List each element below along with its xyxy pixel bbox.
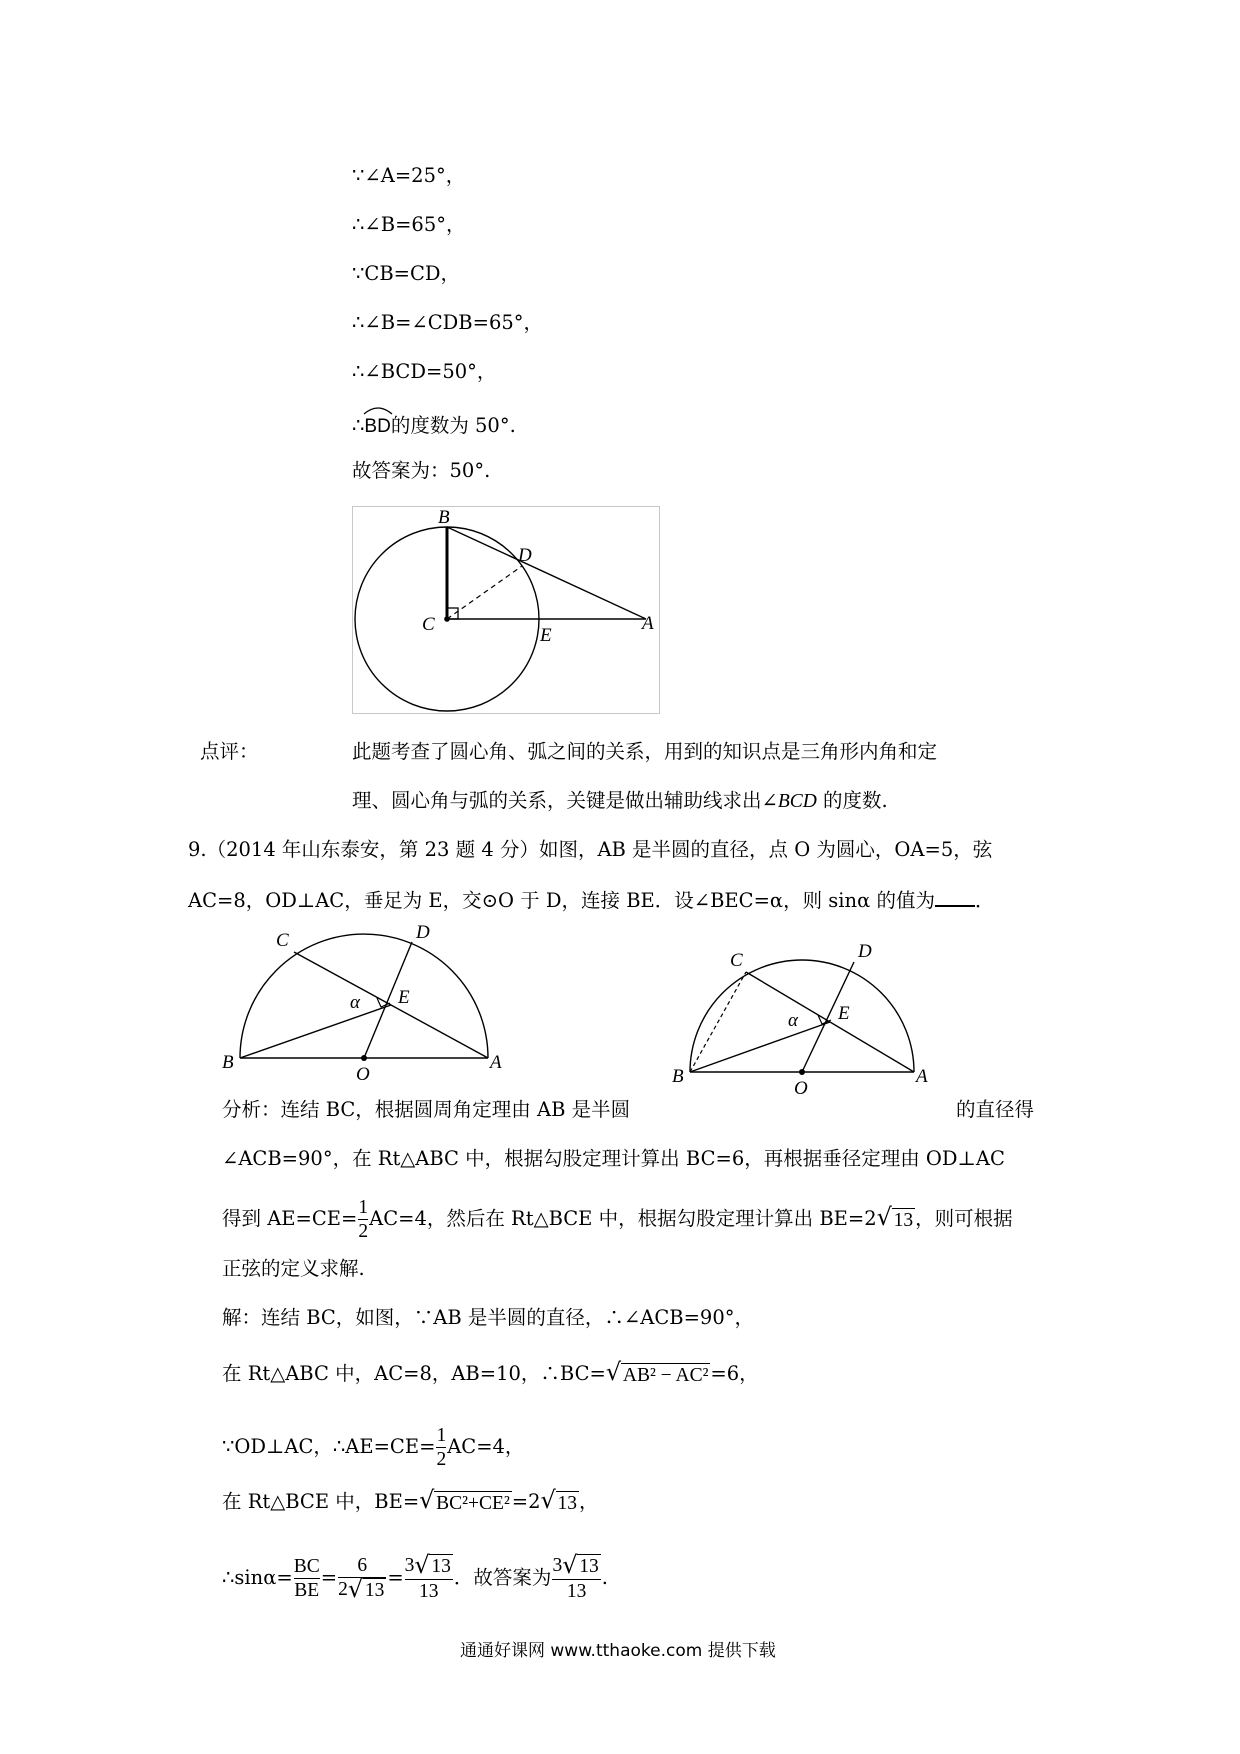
fraction-numerator: BC [293,1556,320,1578]
coefficient: 3 [552,1555,563,1576]
equals-sign: = [320,1566,338,1590]
fraction-numerator: 1 [358,1197,369,1218]
equals-sign: = [387,1566,404,1590]
sqrt-13 [347,1575,387,1604]
segment-ba [447,527,646,619]
fraction-bc-be [294,1555,320,1602]
sin-alpha-label: ∴sinα= [222,1566,293,1590]
answer-blank [935,885,975,907]
sqrt-13 [540,1485,580,1517]
solution-step-3 [222,1424,524,1471]
analysis-line-3-end: ，则可根据 [915,1207,1013,1230]
radical-icon: √ [414,1551,430,1580]
solution-line-5: ∴∠BCD=50°， [352,360,497,383]
radicand: AB² − AC² [622,1364,709,1386]
fraction-denominator: BE [294,1580,320,1602]
label-d: D [416,922,430,943]
solution-step-5 [222,1551,608,1604]
segment-be [690,1022,830,1072]
label-o: O [356,1064,370,1080]
analysis-line-3-text: 得到 AE=CE= [222,1207,358,1230]
analysis-line-1-left: 分析：连结 BC，根据圆周角定理由 AB 是半圆 [222,1098,631,1121]
solution-step-3-text: ∵OD⊥AC，∴AE=CE= [222,1435,436,1458]
analysis-line-1-right: 的直径得 [956,1098,1035,1121]
arc-bd [364,407,390,441]
solution-step-4-text: 在 Rt△BCE 中，BE= [222,1490,420,1513]
label-b: B [672,1066,684,1087]
question-9-line-1: 9.（2014 年山东泰安，第 23 题 4 分）如图，AB 是半圆的直径，点 O 为圆心，OA=5，弦 [188,838,993,861]
fraction-half [358,1196,368,1243]
label-d: D [518,545,532,566]
radicand: 13 [364,1580,385,1602]
therefore-symbol: ∴ [352,414,365,437]
solution-step-2-end: =6， [710,1362,759,1385]
semicircle-arc [240,934,488,1058]
coefficient: 2 [338,1579,348,1600]
sqrt-13 [562,1551,601,1580]
label-a: A [642,613,654,634]
fraction-denominator: 2 [436,1449,447,1470]
solution-line-2: ∴∠B=65°， [352,213,466,236]
answer-intro: ．故答案为 [453,1566,552,1590]
solution-line-3: ∵CB=CD， [352,262,461,285]
label-a: A [490,1052,502,1073]
answer-line: 故答案为：50°. [352,459,491,482]
label-d: D [858,941,872,962]
label-b: B [222,1052,234,1073]
label-c: C [730,950,743,971]
fraction-6-over-2sqrt13 [338,1554,386,1603]
radicand: 13 [431,1556,451,1578]
fraction-denominator: 2 [358,1221,369,1242]
center-point [444,616,450,622]
question-9-line-2-text: AC=8，OD⊥AC，垂足为 E，交⊙O 于 D，连接 BE．设∠BEC=α，则 sinα 的值为 [188,889,935,912]
figure-semicircle-right [664,930,964,1094]
fraction-numerator [552,1551,600,1580]
fraction-denominator: 13 [419,1581,439,1603]
solution-step-3-end: AC=4， [447,1435,525,1458]
label-b: B [438,507,450,528]
question-9-line-2 [188,885,994,915]
label-c: C [422,614,435,635]
solution-step-4 [222,1485,599,1517]
label-e: E [398,987,410,1008]
label-c: C [276,930,289,951]
sqrt-ab-ac [605,1357,711,1389]
solution-line-4: ∴∠B=∠CDB=65°， [352,311,544,334]
radicand: 13 [579,1556,599,1578]
figure-circle-tangent [352,506,660,714]
label-a: A [916,1066,928,1087]
center-o [799,1069,805,1075]
label-alpha: α [788,1010,798,1031]
fraction-denominator: 13 [566,1581,587,1603]
segment-be [240,1005,391,1058]
sqrt-13 [876,1202,916,1234]
fraction-3sqrt13-over-13 [404,1551,453,1603]
fraction-numerator: 6 [338,1554,386,1578]
figure-frame [353,507,660,714]
solution-step-5-end: . [601,1566,608,1590]
arc-mark-icon [363,405,393,415]
page-footer: 通通好课网 www.tthaoke.com 提供下载 [460,1641,776,1661]
label-e: E [540,625,552,646]
solution-step-2-text: 在 Rt△ABC 中，AC=8，AB=10，∴BC= [222,1362,606,1385]
coefficient: 3 [404,1555,415,1576]
arc-degree-text: 的度数为 50°. [390,414,516,437]
radicand: BC²+CE² [436,1492,510,1514]
semicircle-arc [690,960,914,1072]
solution-step-4-end: ， [579,1490,599,1513]
radicand: 13 [893,1209,914,1231]
analysis-line-4: 正弦的定义求解. [222,1257,365,1280]
radical-icon: √ [876,1202,892,1231]
radical-icon: √ [540,1485,556,1514]
fraction-numerator: 1 [436,1425,447,1446]
comment-line-1: 此题考查了圆心角、弧之间的关系，用到的知识点是三角形内角和定 [352,740,938,763]
fraction-numerator [404,1551,453,1580]
solution-step-4-mid: =2 [511,1490,541,1513]
fraction-half [436,1424,446,1471]
solution-step-2 [222,1357,759,1389]
comment-line-2-end: 的度数. [816,789,888,812]
radical-icon: √ [419,1485,435,1514]
figure-semicircle-left [218,918,510,1080]
radical-icon: √ [562,1551,578,1580]
analysis-line-3-mid: AC=4，然后在 Rt△BCE 中，根据勾股定理计算出 BE=2 [369,1207,877,1230]
analysis-line-2: ∠ACB=90°，在 Rt△ABC 中，根据勾股定理计算出 BC=6，再根据垂径定理由 OD⊥AC [222,1147,1005,1170]
sqrt-13 [414,1551,453,1580]
segment-bc-dashed [690,972,746,1072]
solution-line-6 [352,407,516,441]
label-alpha: α [350,992,360,1013]
arc-label: BD [364,416,391,437]
angle-bcd: BCD [777,791,817,812]
solution-line-1: ∵∠A=25°， [352,164,466,187]
radical-icon: √ [347,1575,364,1604]
label-o: O [794,1078,808,1094]
sqrt-bc-ce [419,1485,512,1517]
fraction-answer [552,1551,600,1603]
comment-label: 点评： [200,740,259,763]
analysis-line-3 [222,1196,1013,1243]
center-o [361,1055,367,1061]
radical-icon: √ [605,1357,622,1386]
question-9-end: ． [974,889,995,912]
solution-step-1: 解：连结 BC，如图，∵AB 是半圆的直径，∴∠ACB=90°， [222,1306,754,1329]
comment-line-2 [352,787,888,816]
fraction-denominator [338,1575,386,1604]
label-e: E [838,1003,850,1024]
radicand: 13 [557,1492,578,1514]
comment-line-2-text: 理、圆心角与弧的关系，关键是做出辅助线求出∠ [352,789,778,812]
